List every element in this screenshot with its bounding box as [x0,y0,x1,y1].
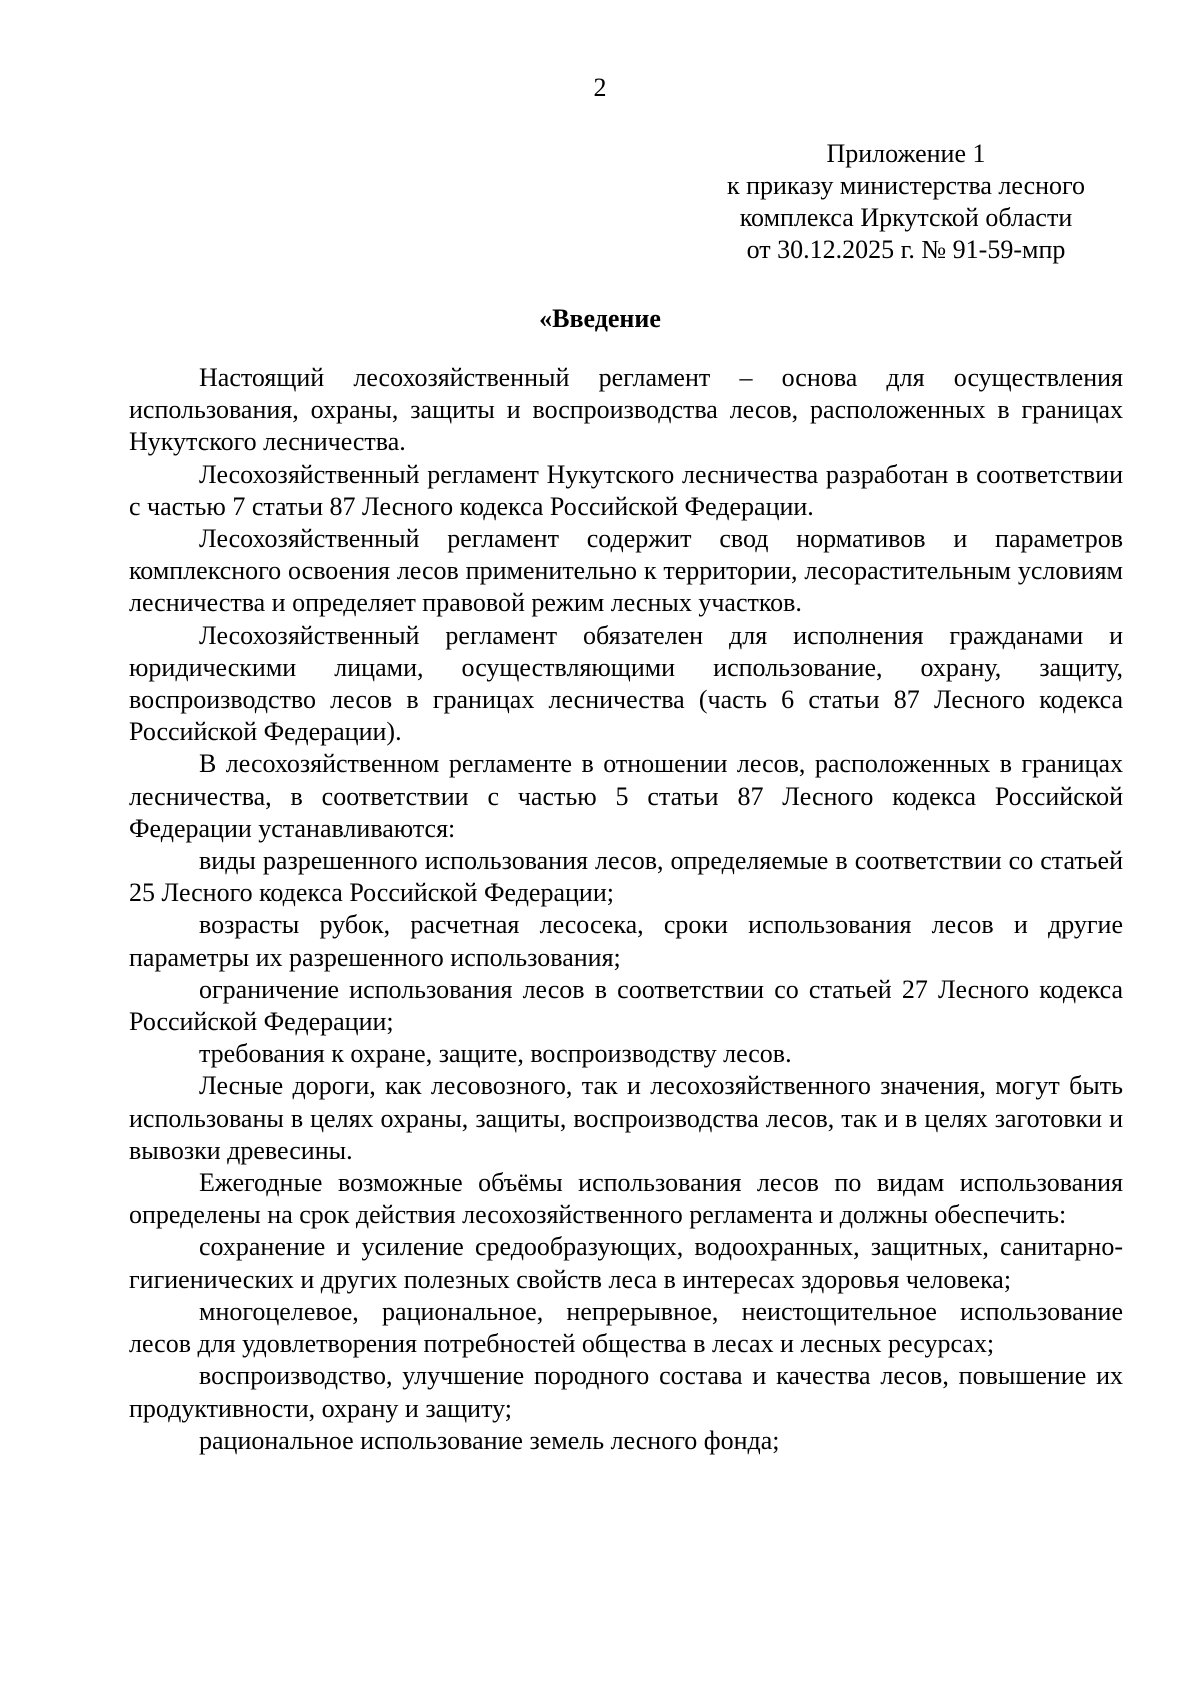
list-item: возрасты рубок, расчетная лесосека, сроки использования лесов и другие параметры их разрешенного использования; [129,910,1123,972]
appendix-line-2: к приказу министерства лесного [726,171,1086,200]
paragraph: В лесохозяйственном регламенте в отношении лесов, расположенных в границах лесничества, в соответствии с частью 5 статьи 87 Лесного кодекса Российской Федерации устанавливаются: [129,749,1123,843]
paragraph: Лесохозяйственный регламент обязателен для исполнения гражданами и юридическими лицами, осуществляющими использование, охрану, защиту, воспроизводство лесов в границах лесничества (часть 6 статьи 87 Лесного кодекса Российской Федерации). [129,620,1123,747]
appendix-line-3: комплекса Иркутской области [739,203,1073,232]
paragraph: Лесные дороги, как лесовозного, так и лесохозяйственного значения, могут быть использованы в целях охраны, защиты, воспроизводства лесов, так и в целях заготовки и вывозки древесины. [129,1071,1123,1165]
list-item: воспроизводство, улучшение породного состава и качества лесов, повышение их продуктивности, охрану и защиту; [129,1361,1123,1423]
appendix-block [686,138,1126,266]
list-item: ограничение использования лесов в соответствии со статьей 27 Лесного кодекса Российской Федерации; [129,974,1123,1037]
appendix-line-1: Приложение 1 [826,139,986,168]
list-item: сохранение и усиление средообразующих, водоохранных, защитных, санитарно-гигиенических и других полезных свойств леса в интересах здоровья человека; [129,1232,1123,1294]
page-number: 2 [593,73,607,102]
document-body [129,362,1123,1457]
list-item: рациональное использование земель лесного фонда; [199,1425,780,1455]
paragraph: Лесохозяйственный регламент содержит свод нормативов и параметров комплексного освоения лесов применительно к территории, лесорастительным условиям лесничества и определяет правовой режим лесных участков. [129,524,1123,618]
appendix-line-4: от 30.12.2025 г. № 91-59-мпр [746,235,1066,264]
paragraph: Ежегодные возможные объёмы использования лесов по видам использования определены на срок действия лесохозяйственного регламента и должны обеспечить: [129,1168,1123,1230]
list-item: требования к охране, защите, воспроизводству лесов. [199,1039,792,1069]
section-heading: «Введение [539,304,661,333]
list-item: виды разрешенного использования лесов, определяемые в соответствии со статьей 25 Лесного кодекса Российской Федерации; [129,846,1123,908]
list-item: многоцелевое, рациональное, непрерывное, неистощительное использование лесов для удовлетворения потребностей общества в лесах и лесных ресурсах; [129,1296,1123,1359]
paragraph: Настоящий лесохозяйственный регламент – основа для осуществления использования, охраны, защиты и воспроизводства лесов, расположенных в границах Нукутского лесничества. [129,363,1123,457]
paragraph: Лесохозяйственный регламент Нукутского лесничества разработан в соответствии с частью 7 статьи 87 Лесного кодекса Российской Федерации. [129,459,1123,521]
